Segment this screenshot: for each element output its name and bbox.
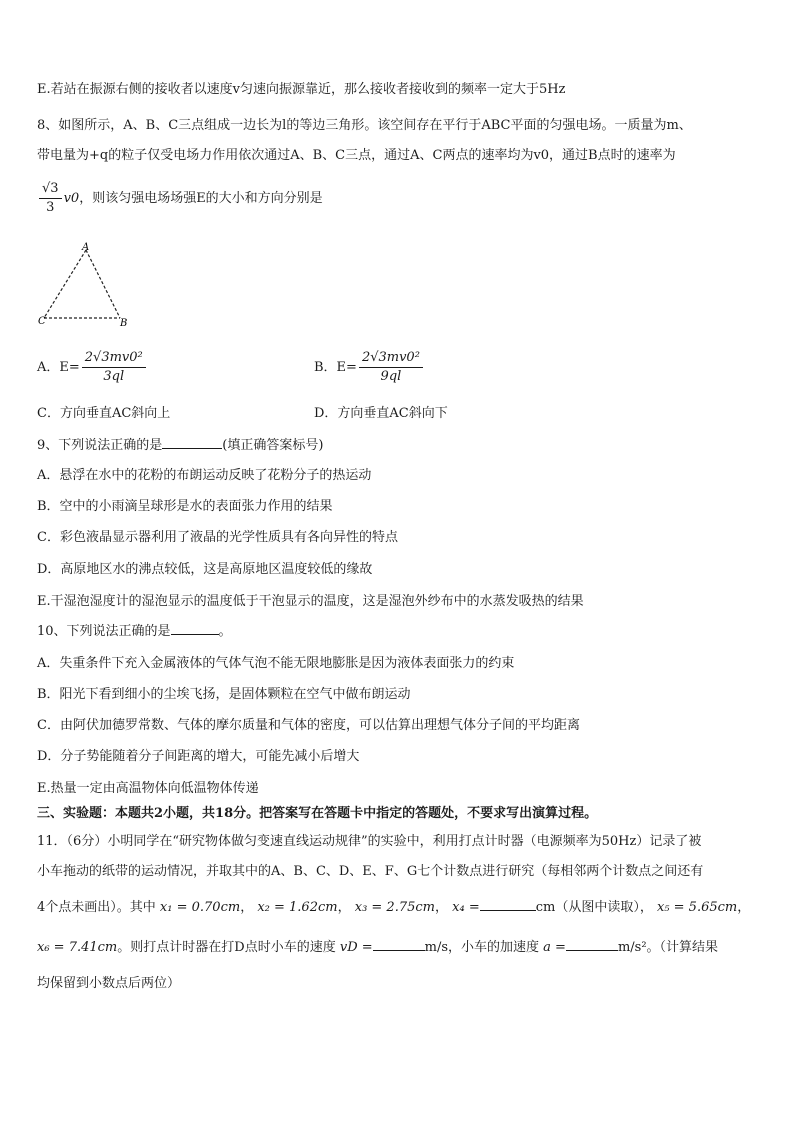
q8-speed-numerator: √3 [39, 180, 62, 199]
q8-option-a [37, 348, 148, 388]
q8-option-c: C．方向垂直AC斜向上 [37, 406, 171, 421]
q10-option-d: D．分子势能随着分子间距离的增大，可能先减小后增大 [37, 749, 360, 764]
q10-stem [37, 622, 232, 642]
q10-option-a: A．失重条件下充入金属液体的气体气泡不能无限地膨胀是因为液体表面张力的约束 [37, 656, 515, 671]
q11-line4-text: 。则打点计时器在打D点时小车的速度 [117, 940, 336, 955]
q10-option-c: C．由阿伏加德罗常数、气体的摩尔质量和气体的密度，可以估算出理想气体分子间的平均距离 [37, 718, 580, 733]
q8-option-a-prefix: A．E= [37, 360, 80, 375]
q9-stem-prefix: 9、下列说法正确的是 [37, 438, 163, 453]
vertex-c-label: C [38, 316, 46, 327]
q9-option-e: E.干湿泡湿度计的湿泡显示的温度低于干泡显示的温度，这是湿泡外纱布中的水蒸发吸热的结果 [37, 594, 584, 609]
q8-speed-denominator: 3 [46, 200, 55, 215]
q11-stem-line1: 11．（6分）小明同学在“研究物体做匀变速直线运动规律”的实验中，利用打点计时器（电源频率为50Hz）记录了被 [37, 834, 702, 849]
q10-option-b: B．阳光下看到细小的尘埃飞扬，是固体颗粒在空气中做布朗运动 [37, 687, 411, 702]
vertex-b-label: B [120, 318, 128, 329]
q8-stem-line3 [37, 180, 323, 218]
q11-a-blank [566, 950, 618, 951]
q10-answer-blank [171, 634, 219, 635]
q9-answer-blank [162, 448, 222, 449]
q11-stem-line2: 小车拖动的纸带的运动情况，并取其中的A、B、C、D、E、F、G七个计数点进行研究（每相邻两个计数点之间还有 [37, 864, 704, 879]
section3-heading: 三、实验题：本题共2小题，共18分。把答案写在答题卡中指定的答题处，不要求写出演算过程。 [37, 806, 598, 821]
q11-x6: x₆ = 7.41cm [37, 940, 118, 955]
q8-option-b-denominator: 9ql [380, 369, 402, 384]
q11-a: a = [543, 940, 566, 955]
q8-option-a-denominator: 3ql [103, 369, 125, 384]
q8-option-d: D．方向垂直AC斜向下 [314, 406, 448, 421]
q8-option-b-prefix: B．E= [314, 360, 357, 375]
q11-x4: x₄ = [452, 900, 480, 915]
vertex-a-label: A [82, 242, 90, 253]
q11-x1: x₁ = 0.70cm [159, 900, 241, 915]
q11-vd-blank [373, 950, 425, 951]
q11-x5: x₅ = 5.65cm [656, 900, 738, 915]
q11-stem-line4 [37, 938, 718, 958]
q8-option-b-fraction [359, 349, 423, 386]
q11-stem-line5: 均保留到小数点后两位） [37, 976, 181, 991]
q9-stem [37, 436, 323, 456]
q8-triangle-figure [36, 238, 136, 330]
q11-unit-a: m/s²。（计算结果 [617, 940, 719, 955]
q8-speed-fraction [39, 180, 62, 217]
q10-stem-suffix: 。 [218, 624, 232, 639]
q9-option-a: A．悬浮在水中的花粉的布朗运动反映了花粉分子的热运动 [37, 468, 372, 483]
q8-option-b-numerator: 2√3mv0² [359, 349, 423, 368]
q9-option-d: D．高原地区水的沸点较低，这是高原地区温度较低的缘故 [37, 562, 373, 577]
q7-option-e: E.若站在振源右侧的接收者以速度v匀速向振源靠近，那么接收者接收到的频率一定大于5Hz [37, 82, 566, 97]
q10-stem-prefix: 10、下列说法正确的是 [37, 624, 171, 639]
q8-stem-line2: 带电量为+q的粒子仅受电场力作用依次通过A、B、C三点，通过A、C两点的速率均为v0，通过B点时的速率为 [37, 148, 676, 163]
q10-option-e: E.热量一定由高温物体向低温物体传递 [37, 781, 259, 796]
q11-stem-line3: 4个点未画出）。其中 x₁ = 0.70cm， x₂ = 1.62cm， x₃ = 2.75cm， x₄ = cm（从图中读取）， x₅ = 5.65cm， [37, 900, 751, 915]
q8-option-a-fraction [82, 349, 146, 386]
q8-option-a-numerator: 2√3mv0² [82, 349, 146, 368]
q11-line3-prefix: 4个点未画出）。其中 [37, 900, 156, 915]
q9-stem-suffix: (填正确答案标号) [222, 438, 324, 453]
q8-speed-var: v0 [63, 191, 80, 206]
q8-stem-line3-text: ，则该匀强电场场强E的大小和方向分别是 [79, 191, 323, 206]
q9-option-b: B．空中的小雨滴呈球形是水的表面张力作用的结果 [37, 499, 333, 514]
q8-stem-line1: 8、如图所示，A、B、C三点组成一边长为l的等边三角形。该空间存在平行于ABC平面的匀强电场。一质量为m、 [37, 118, 692, 133]
q11-x3: x₃ = 2.75cm [354, 900, 435, 915]
q11-x4-suffix: cm（从图中读取）， [535, 900, 653, 915]
q11-vd: vD = [339, 940, 373, 955]
q9-option-c: C．彩色液晶显示器利用了液晶的光学性质具有各向异性的特点 [37, 530, 398, 545]
q11-unit-v: m/s，小车的加速度 [424, 940, 540, 955]
q8-option-b [314, 348, 425, 388]
q11-x4-blank [480, 910, 536, 911]
q11-x2: x₂ = 1.62cm [257, 900, 338, 915]
